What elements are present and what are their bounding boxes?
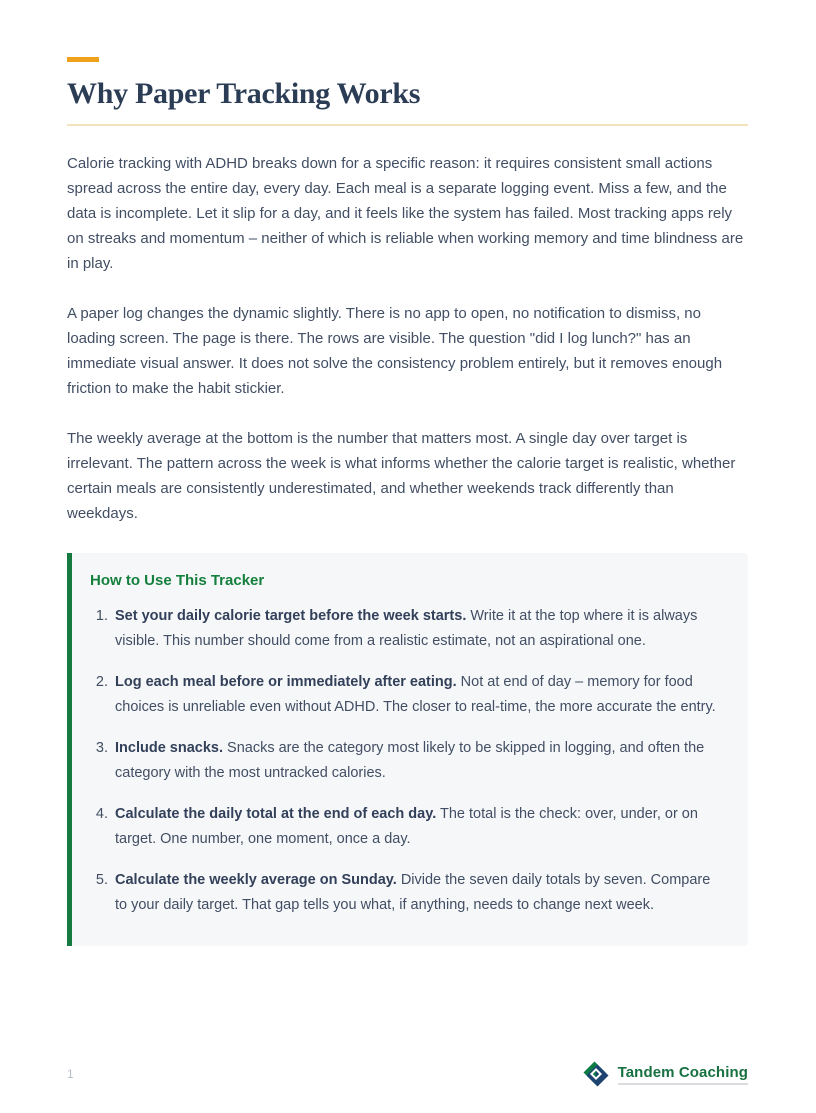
- list-item-text: The total is the check: over, under, or on target. One number, one moment, once a day.: [115, 806, 698, 847]
- paragraph-2: A paper log changes the dynamic slightly. There is no app to open, no notification to dismiss, no loading screen. The page is there. The rows are visible. The question "did I log lunch?" has an immediate visual answer. It does not solve the consistency problem entirely, but it removes enough friction to make the habit stickier.: [67, 305, 723, 397]
- list-item: [112, 670, 724, 720]
- list-item: [112, 736, 724, 786]
- diamond-logo-icon: [582, 1060, 610, 1088]
- accent-bar: [67, 57, 99, 62]
- list-item-text: Write it at the top where it is always visible. This number should come from a realistic estimate, not an aspirational one.: [115, 608, 698, 649]
- list-item-lead: Include snacks.: [115, 740, 223, 756]
- list-item-lead: Calculate the weekly average on Sunday.: [115, 872, 397, 888]
- paragraph-1: Calorie tracking with ADHD breaks down for a specific reason: it requires consistent small actions spread across the entire day, every day. Each meal is a separate logging event. Miss a few, and the data is incomplete. Let it slip for a day, and it feels like the system has failed. Most tracking apps rely on streaks and momentum – neither of which is reliable when working memory and time blindness are in play.: [67, 155, 744, 272]
- list-item: [112, 802, 724, 852]
- body-copy: [67, 151, 748, 526]
- brand-name: Tandem Coaching: [618, 1064, 748, 1085]
- callout-list: [90, 604, 724, 918]
- how-to-callout: [67, 553, 748, 946]
- paragraph-3: The weekly average at the bottom is the number that matters most. A single day over target is irrelevant. The pattern across the week is what informs whether the calorie target is realistic, whether certain meals are consistently underestimated, and whether weekends track differently than weekdays.: [67, 430, 736, 522]
- page-number: 1: [67, 1067, 74, 1081]
- page-footer: [67, 1057, 748, 1091]
- list-item-lead: Log each meal before or immediately after eating.: [115, 674, 457, 690]
- list-item-lead: Calculate the daily total at the end of each day.: [115, 806, 437, 822]
- list-item-text: Snacks are the category most likely to be skipped in logging, and often the category with the most untracked calories.: [115, 740, 705, 781]
- page-title: Why Paper Tracking Works: [67, 75, 748, 126]
- list-item: [112, 604, 724, 654]
- list-item: [112, 868, 724, 918]
- document-page: [0, 57, 816, 1113]
- brand-logo: [582, 1060, 748, 1088]
- list-item-lead: Set your daily calorie target before the week starts.: [115, 608, 467, 624]
- callout-heading: How to Use This Tracker: [90, 572, 265, 589]
- list-item-text: Divide the seven daily totals by seven. Compare to your daily target. That gap tells you what, if anything, needs to change next week.: [115, 872, 711, 913]
- list-item-text: Not at end of day – memory for food choices is unreliable even without ADHD. The closer to real-time, the more accurate the entry.: [115, 674, 716, 715]
